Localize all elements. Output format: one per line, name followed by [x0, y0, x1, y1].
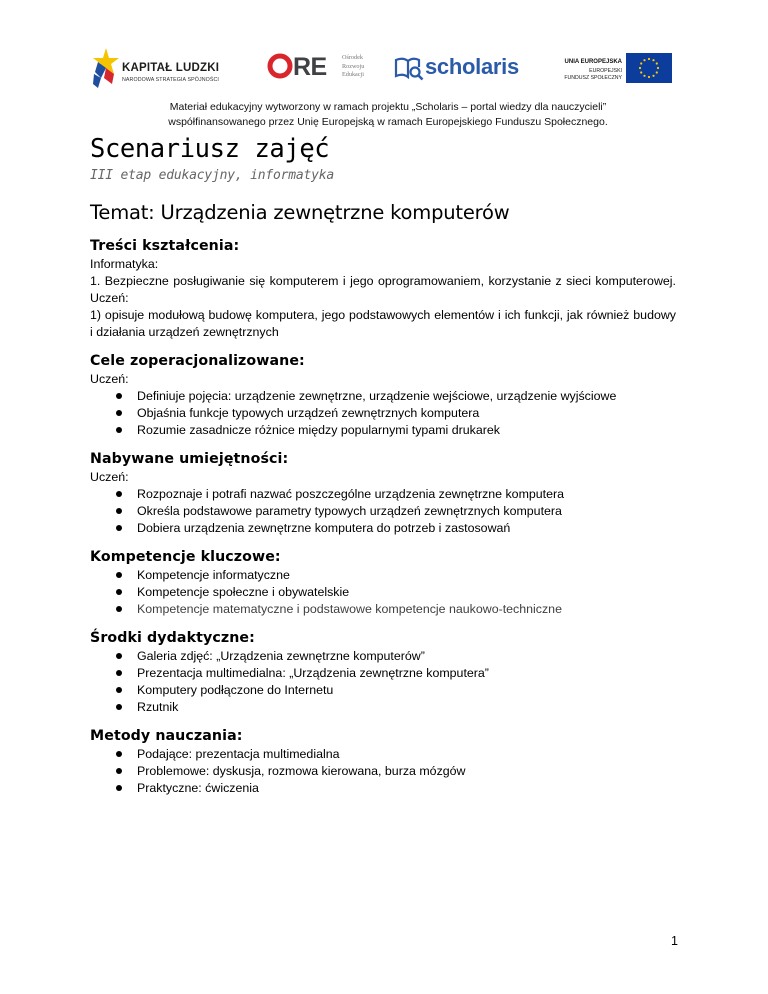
- list-item: [90, 520, 676, 537]
- bullet-icon: [116, 410, 122, 416]
- eu-star-icon: [652, 75, 654, 77]
- section-heading: Środki dydaktyczne:: [90, 630, 255, 646]
- logo-bar: [92, 44, 682, 96]
- kapital-ludzki-subtitle: NARODOWA STRATEGIA SPÓJNOŚCI: [122, 77, 219, 83]
- section-tresci-ksztalcenia: [90, 236, 676, 341]
- list-item: [90, 388, 676, 405]
- eu-star-icon: [648, 58, 650, 60]
- ore-line: Edukacji: [342, 71, 364, 79]
- eu-star-icon: [656, 71, 658, 73]
- bullet-icon: [116, 768, 122, 774]
- page-number: 1: [671, 934, 678, 948]
- eu-logo: [562, 44, 680, 94]
- ore-letters: RE: [293, 53, 327, 81]
- book-magnifier-icon: [394, 54, 424, 82]
- list-item: [90, 422, 676, 439]
- list-item: [90, 665, 676, 682]
- lesson-topic: Temat: Urządzenia zewnętrzne komputerów: [90, 201, 510, 224]
- eu-star-icon: [643, 75, 645, 77]
- section-intro: Uczeń:: [90, 470, 129, 484]
- list-item-text: Komputery podłączone do Internetu: [137, 683, 334, 697]
- ore-text: [342, 54, 364, 80]
- scholaris-wordmark: scholaris: [425, 54, 519, 79]
- page-subtitle: III etap edukacyjny, informatyka: [90, 168, 335, 183]
- list-item: [90, 405, 676, 422]
- bullet-icon: [116, 670, 122, 676]
- section-kompetencje: [90, 547, 676, 618]
- bullet-list: [90, 486, 676, 537]
- list-item: [90, 780, 676, 797]
- list-item-text: Określa podstawowe parametry typowych urządzeń zewnętrznych komputera: [137, 504, 562, 518]
- eu-star-icon: [640, 62, 642, 64]
- list-item: [90, 699, 676, 716]
- section-cele: [90, 351, 676, 439]
- bullet-icon: [116, 572, 122, 578]
- eu-star-icon: [652, 59, 654, 61]
- paragraph: 1. Bezpieczne posługiwanie się komputerem i jego oprogramowaniem, korzystanie z sieci komputerowej. Uczeń:: [90, 274, 676, 305]
- section-heading: Nabywane umiejętności:: [90, 451, 289, 467]
- section-heading: Kompetencje kluczowe:: [90, 549, 281, 565]
- section-heading: Treści kształcenia:: [90, 238, 240, 254]
- list-item-text: Rzutnik: [137, 700, 179, 714]
- eu-star-icon: [656, 62, 658, 64]
- list-item-text: Rozpoznaje i potrafi nazwać poszczególne urządzenia zewnętrzne komputera: [137, 487, 565, 501]
- paragraph: 1) opisuje modułową budowę komputera, jego podstawowych elementów i ich funkcji, jak również budowy i działania urządzeń zewnętrznych: [90, 308, 676, 339]
- list-item: [90, 567, 676, 584]
- section-intro: Uczeń:: [90, 372, 129, 386]
- list-item-text: Kompetencje społeczne i obywatelskie: [137, 585, 350, 599]
- list-item: [90, 763, 676, 780]
- list-item-text: Podające: prezentacja multimedialna: [137, 747, 340, 761]
- bullet-icon: [116, 525, 122, 531]
- bullet-icon: [116, 785, 122, 791]
- list-item: [90, 486, 676, 503]
- bullet-icon: [116, 606, 122, 612]
- bullet-list: [90, 567, 676, 618]
- page-title: Scenariusz zajęć: [90, 134, 330, 164]
- list-item: [90, 503, 676, 520]
- eu-line: FUNDUSZ SPOŁECZNY: [564, 75, 622, 81]
- eu-star-icon: [648, 76, 650, 78]
- list-item-text: Praktyczne: ćwiczenia: [137, 781, 259, 795]
- ore-line: Ośrodek: [342, 54, 363, 61]
- list-item-text: Kompetencje matematyczne i podstawowe kompetencje naukowo-techniczne: [137, 602, 562, 616]
- section-heading: Metody nauczania:: [90, 728, 243, 744]
- list-item: [90, 648, 676, 665]
- list-item-text: Dobiera urządzenia zewnętrzne komputera do potrzeb i zastosowań: [137, 521, 511, 535]
- ore-circle-icon: [267, 53, 293, 79]
- list-item-text: Rozumie zasadnicze różnice między popularnymi typami drukarek: [137, 423, 500, 437]
- ore-line: Rozwoju: [342, 62, 365, 70]
- eu-star-icon: [640, 71, 642, 73]
- paragraph: Informatyka:: [90, 257, 159, 271]
- bullet-icon: [116, 589, 122, 595]
- bullet-list: [90, 648, 676, 716]
- list-item: [90, 746, 676, 763]
- document-body: [90, 132, 676, 797]
- list-item: [90, 601, 676, 618]
- list-item-text: Galeria zdjęć: „Urządzenia zewnętrzne komputerów”: [137, 649, 425, 663]
- list-item-text: Objaśnia funkcje typowych urządzeń zewnętrznych komputera: [137, 406, 480, 420]
- list-item-text: Kompetencje informatyczne: [137, 568, 290, 582]
- eu-star-icon: [643, 59, 645, 61]
- bullet-list: [90, 746, 676, 797]
- bullet-icon: [116, 751, 122, 757]
- bullet-icon: [116, 653, 122, 659]
- list-item: [90, 584, 676, 601]
- list-item-text: Prezentacja multimedialna: „Urządzenia zewnętrzne komputera”: [137, 666, 489, 680]
- list-item: [90, 682, 676, 699]
- kapital-ludzki-star-icon: [92, 44, 120, 94]
- section-heading: Cele zoperacjonalizowane:: [90, 353, 305, 369]
- kapital-ludzki-title: KAPITAŁ LUDZKI: [122, 62, 220, 74]
- eu-title: UNIA EUROPEJSKA: [564, 59, 622, 65]
- section-umiejetnosci: [90, 449, 676, 537]
- bullet-icon: [116, 704, 122, 710]
- bullet-icon: [116, 491, 122, 497]
- bullet-list: [90, 388, 676, 439]
- eu-star-icon: [639, 67, 641, 69]
- eu-line: EUROPEJSKI: [589, 68, 622, 74]
- bullet-icon: [116, 427, 122, 433]
- ore-logo: [267, 44, 377, 94]
- list-item-text: Problemowe: dyskusja, rozmowa kierowana, burza mózgów: [137, 764, 466, 778]
- bullet-icon: [116, 687, 122, 693]
- section-metody: [90, 726, 676, 797]
- eu-star-icon: [657, 67, 659, 69]
- caption-line: współfinansowanego przez Unię Europejską w ramach Europejskiego Funduszu Społecznego.: [168, 116, 608, 128]
- eu-flag-icon: [626, 53, 672, 83]
- bullet-icon: [116, 393, 122, 399]
- caption-line: Materiał edukacyjny wytworzony w ramach projektu „Scholaris – portal wiedzy dla nauczycieli”: [169, 101, 607, 113]
- project-caption: [148, 100, 628, 130]
- bullet-icon: [116, 508, 122, 514]
- scholaris-logo: [394, 44, 534, 94]
- kapital-ludzki-logo: [92, 44, 242, 94]
- section-srodki: [90, 628, 676, 716]
- list-item-text: Definiuje pojęcia: urządzenie zewnętrzne, urządzenie wejściowe, urządzenie wyjściowe: [137, 389, 617, 403]
